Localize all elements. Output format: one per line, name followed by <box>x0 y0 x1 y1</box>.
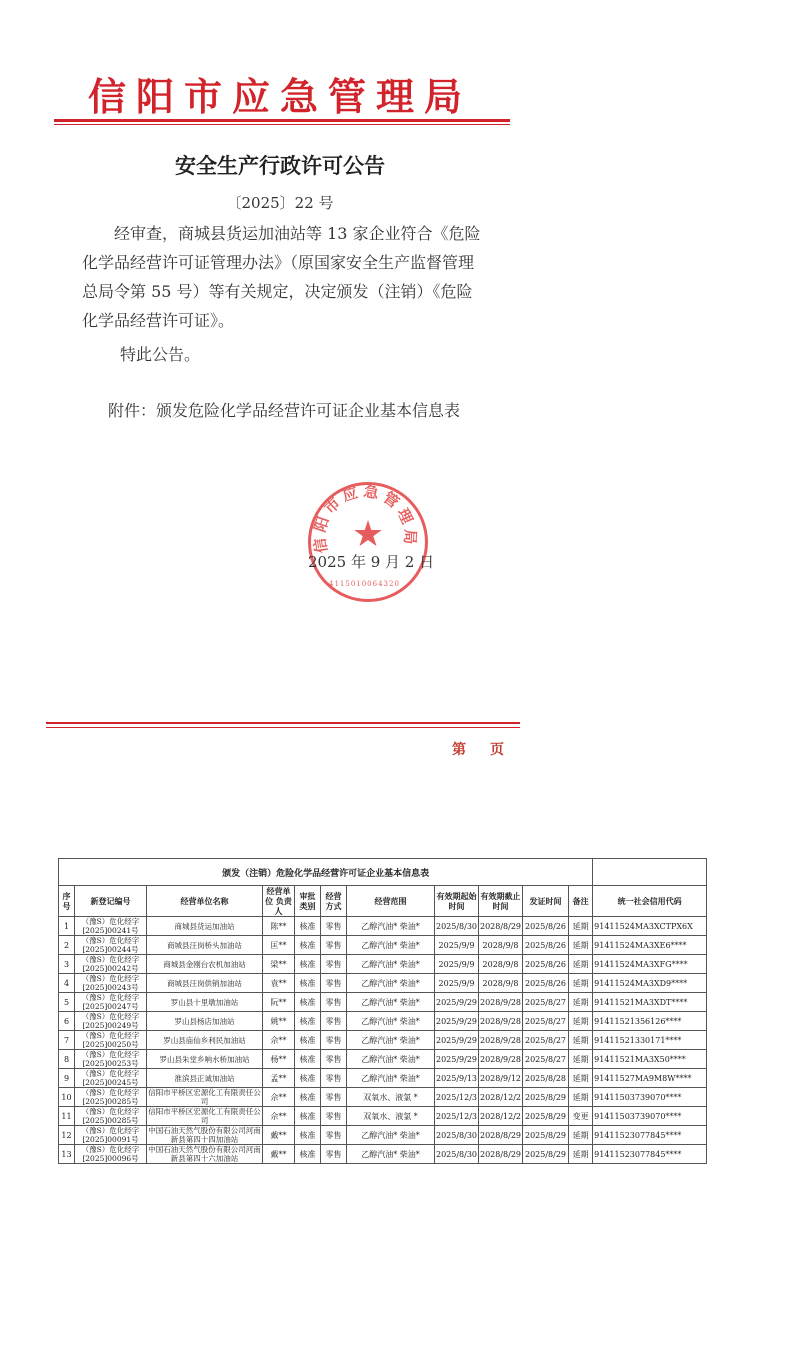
table-header-cell: 经营方式 <box>321 886 347 917</box>
table-cell: 91411521MA3XDT**** <box>593 993 707 1012</box>
table-cell: 91411524MA3XD9**** <box>593 974 707 993</box>
table-header-cell: 审批类别 <box>295 886 321 917</box>
table-row <box>59 1050 707 1069</box>
table-cell: （豫S）危化经字[2025]00285号 <box>75 1107 147 1126</box>
table-cell: 2025/8/29 <box>523 1126 569 1145</box>
table-cell: 信阳市平桥区宏源化工有限责任公司 <box>148 1107 261 1125</box>
issue-date: 2025 年 9 月 2 日 <box>308 553 435 571</box>
enterprise-info-table <box>58 858 707 1164</box>
table-cell: 2025/9/9 <box>435 955 479 974</box>
table-header-cell: 经营单位名称 <box>147 886 263 917</box>
table-header-row <box>59 886 707 917</box>
table-cell: 延期 <box>569 1012 593 1031</box>
table-cell: 双氧水、液氯 * <box>347 1107 435 1126</box>
table-header-cell: 新登记编号 <box>75 886 147 917</box>
table-cell: 914115213561​26**** <box>593 1012 707 1031</box>
table-cell: 91411521MA3X50**** <box>593 1050 707 1069</box>
table-cell: 零售 <box>321 955 347 974</box>
table-cell: 商城县汪岗供销加油站 <box>147 974 263 993</box>
seal-star-icon: ★ <box>351 514 385 555</box>
table-header-cell: 发证时间 <box>523 886 569 917</box>
table-row <box>59 1126 707 1145</box>
table-row <box>59 1145 707 1164</box>
table-cell: 2028/9/28 <box>479 993 523 1012</box>
table-cell: 1 <box>59 917 75 936</box>
table-row <box>59 955 707 974</box>
table-row <box>59 993 707 1012</box>
table-cell: 2025/9/9 <box>435 974 479 993</box>
table-row <box>59 1107 707 1126</box>
table-row <box>59 1012 707 1031</box>
table-cell: 2025/8/29 <box>523 1107 569 1126</box>
table-cell: 杨** <box>263 1050 295 1069</box>
footer-divider-thick <box>46 722 520 724</box>
table-cell: 2025/8/30 <box>435 1126 479 1145</box>
table-header-cell: 经营范围 <box>347 886 435 917</box>
table-cell: 2028/9/28 <box>479 1050 523 1069</box>
table-cell: 核准 <box>295 974 321 993</box>
table-cell: 9 <box>59 1069 75 1088</box>
table-cell: 延期 <box>569 936 593 955</box>
table-cell: 10 <box>59 1088 75 1107</box>
table-cell: 中国石油天然气股份有限公司河南新县第四十六加油站 <box>148 1145 261 1163</box>
body-paragraph-1: 经审查，商城县货运加油站等 13 家企业符合《危险化学品经营许可证管理办法》（原国家安全生产监督管理总局令第 55 号）等有关规定，决定颁发（注销）《危险化学品经营许可证》。 <box>82 224 481 330</box>
table-cell: 2025/12/3 <box>435 1107 479 1126</box>
table-cell: 罗山县庙仙乡利民加油站 <box>147 1031 263 1050</box>
table-cell: 11 <box>59 1107 75 1126</box>
table-cell: 延期 <box>569 993 593 1012</box>
table-cell: 核准 <box>295 1012 321 1031</box>
table-cell: 2028/9/8 <box>479 974 523 993</box>
table-cell: 戴** <box>263 1145 295 1164</box>
table-cell: 2025/8/30 <box>435 1145 479 1164</box>
table-cell: 4 <box>59 974 75 993</box>
table-cell: 乙醇汽油* 柴油* <box>347 1012 435 1031</box>
official-seal <box>308 482 428 602</box>
table-cell: 2025/9/29 <box>435 993 479 1012</box>
body-paragraph-2: 特此公告。 <box>120 345 201 364</box>
table-cell: 双氧水、液氯 * <box>347 1088 435 1107</box>
attachment-note: 附件：颁发危险化学品经营许可证企业基本信息表 <box>108 401 461 420</box>
table-cell: 91411521330171**** <box>593 1031 707 1050</box>
table-cell: 商城县货运加油站 <box>147 917 263 936</box>
table-cell: 零售 <box>321 1126 347 1145</box>
table-cell: 阮** <box>263 993 295 1012</box>
table-cell: 91411523077845**** <box>593 1145 707 1164</box>
table-cell: 零售 <box>321 1107 347 1126</box>
table-cell: 延期 <box>569 1145 593 1164</box>
table-row <box>59 1031 707 1050</box>
table-cell: 2025/12/3 <box>435 1088 479 1107</box>
table-cell: 5 <box>59 993 75 1012</box>
page-label-first: 第 <box>452 742 466 758</box>
table-cell: （豫S）危化经字[2025]00241号 <box>75 917 147 936</box>
table-cell: 匡** <box>263 936 295 955</box>
table-cell: 核准 <box>295 936 321 955</box>
table-cell: 乙醇汽油* 柴油* <box>347 1069 435 1088</box>
table-cell: 2025/8/28 <box>523 1069 569 1088</box>
table-cell: 零售 <box>321 993 347 1012</box>
document-number: 〔2025〕22 号 <box>226 194 334 212</box>
table-cell: 乙醇汽油* 柴油* <box>347 974 435 993</box>
table-cell: 罗山县朱堂乡响水桥加油站 <box>147 1050 263 1069</box>
table-cell: 延期 <box>569 917 593 936</box>
table-cell: 淮滨县正诚加油站 <box>147 1069 263 1088</box>
table-cell: 零售 <box>321 1050 347 1069</box>
table-cell: 2 <box>59 936 75 955</box>
table-header-cell: 备注 <box>569 886 593 917</box>
table-cell: 91411503739070**** <box>593 1088 707 1107</box>
table-header-cell: 统一社会信用代码 <box>593 886 707 917</box>
table-body <box>59 917 707 1164</box>
table-cell: 商城县金刚台农机加油站 <box>147 955 263 974</box>
table-cell: 2028/9/12 <box>479 1069 523 1088</box>
table-cell: 2025/8/29 <box>523 1145 569 1164</box>
table-cell: 延期 <box>569 1126 593 1145</box>
table-cell: 核准 <box>295 1107 321 1126</box>
table-cell: （豫S）危化经字[2025]00247号 <box>75 993 147 1012</box>
svg-text:信阳市应急管理局: 信阳市应急管理局 <box>310 482 420 555</box>
table-cell: 2025/8/27 <box>523 1012 569 1031</box>
table-header-cell: 有效期截止时间 <box>479 886 523 917</box>
table-cell: （豫S）危化经字[2025]00091号 <box>75 1126 147 1145</box>
table-cell: 13 <box>59 1145 75 1164</box>
table-cell: 核准 <box>295 993 321 1012</box>
table-cell: 2025/8/29 <box>523 1088 569 1107</box>
table-cell: 2028/9/28 <box>479 1012 523 1031</box>
table-cell: 91411527MA9M8W**** <box>593 1069 707 1088</box>
table-cell: 佘** <box>263 1107 295 1126</box>
table-cell: 零售 <box>321 1145 347 1164</box>
table-cell: 6 <box>59 1012 75 1031</box>
table-cell: 信阳市平桥区宏源化工有限责任公司 <box>148 1088 261 1106</box>
table-cell: 核准 <box>295 1050 321 1069</box>
table-cell: 核准 <box>295 1069 321 1088</box>
document-title: 安全生产行政许可公告 <box>175 153 385 178</box>
table-cell: 2028/12/2 <box>479 1088 523 1107</box>
table-cell: 乙醇汽油* 柴油* <box>347 1126 435 1145</box>
table-cell: 12 <box>59 1126 75 1145</box>
table-cell: 零售 <box>321 1088 347 1107</box>
table-cell: （豫S）危化经字[2025]00244号 <box>75 936 147 955</box>
table-cell: 2025/8/26 <box>523 917 569 936</box>
table-cell: 2028/8/29 <box>479 917 523 936</box>
table-cell: 零售 <box>321 974 347 993</box>
table-cell: 2025/9/13 <box>435 1069 479 1088</box>
table-cell: 7 <box>59 1031 75 1050</box>
table-cell: 延期 <box>569 1069 593 1088</box>
table-cell: 3 <box>59 955 75 974</box>
table-cell: 核准 <box>295 955 321 974</box>
table-header-cell: 序号 <box>59 886 75 917</box>
table-cell: 乙醇汽油* 柴油* <box>347 993 435 1012</box>
table-cell: 乙醇汽油* 柴油* <box>347 1031 435 1050</box>
table-cell: 8 <box>59 1050 75 1069</box>
table-cell: 2028/12/2 <box>479 1107 523 1126</box>
table-cell: 零售 <box>321 1031 347 1050</box>
table-cell: （豫S）危化经字[2025]00250号 <box>75 1031 147 1050</box>
table-cell: 2028/8/29 <box>479 1145 523 1164</box>
table-cell: 佘** <box>263 1031 295 1050</box>
table-cell: 变更 <box>569 1107 593 1126</box>
table-cell: 乙醇汽油* 柴油* <box>347 1050 435 1069</box>
table-cell: 零售 <box>321 917 347 936</box>
table-cell: 91411523077845**** <box>593 1126 707 1145</box>
table-cell: 2025/8/30 <box>435 917 479 936</box>
table-cell: 2025/9/29 <box>435 1050 479 1069</box>
table-header-cell: 经营单位 负责人 <box>263 886 295 917</box>
table-row <box>59 917 707 936</box>
table-cell: （豫S）危化经字[2025]00242号 <box>75 955 147 974</box>
table-cell: 2025/9/9 <box>435 936 479 955</box>
table-cell: 戴** <box>263 1126 295 1145</box>
table-cell: 2025/8/26 <box>523 936 569 955</box>
table-cell: 2025/8/27 <box>523 993 569 1012</box>
table-cell: （豫S）危化经字[2025]00245号 <box>75 1069 147 1088</box>
table-cell: （豫S）危化经字[2025]00249号 <box>75 1012 147 1031</box>
table-cell: （豫S）危化经字[2025]00253号 <box>75 1050 147 1069</box>
table-cell: 乙醇汽油* 柴油* <box>347 917 435 936</box>
table-cell: 2028/8/29 <box>479 1126 523 1145</box>
table-cell: （豫S）危化经字[2025]00096号 <box>75 1145 147 1164</box>
table-cell: 2025/9/29 <box>435 1031 479 1050</box>
header-divider-thin <box>54 124 510 125</box>
table-cell: 延期 <box>569 955 593 974</box>
table-row <box>59 1088 707 1107</box>
table-cell: 延期 <box>569 974 593 993</box>
table-cell: 罗山县十里墩加油站 <box>147 993 263 1012</box>
table-cell: （豫S）危化经字[2025]00243号 <box>75 974 147 993</box>
table-cell: 2028/9/8 <box>479 936 523 955</box>
table-row <box>59 1069 707 1088</box>
table-cell: 袁** <box>263 974 295 993</box>
table-cell: 核准 <box>295 1145 321 1164</box>
table-cell: 核准 <box>295 1031 321 1050</box>
table-cell: 91411524MA3XE6**** <box>593 936 707 955</box>
table-cell: 乙醇汽油* 柴油* <box>347 955 435 974</box>
table-cell: 91411503739070**** <box>593 1107 707 1126</box>
table-cell: 2025/8/26 <box>523 974 569 993</box>
footer-divider-thin <box>46 727 520 728</box>
table-cell: 2025/8/27 <box>523 1050 569 1069</box>
table-cell: 延期 <box>569 1088 593 1107</box>
table-cell: 梁** <box>263 955 295 974</box>
table-cell: 延期 <box>569 1031 593 1050</box>
agency-name: 信阳市应急管理局 <box>87 74 472 119</box>
table-cell: 零售 <box>321 1012 347 1031</box>
table-cell: 乙醇汽油* 柴油* <box>347 936 435 955</box>
table-cell: 姚** <box>263 1012 295 1031</box>
table-cell: 罗山县杨店加油站 <box>147 1012 263 1031</box>
table-header-cell: 有效期起始时间 <box>435 886 479 917</box>
table-cell: 商城县汪岗桥头加油站 <box>147 936 263 955</box>
table-cell: 佘** <box>263 1088 295 1107</box>
table-cell: 零售 <box>321 936 347 955</box>
table-cell: 2025/8/26 <box>523 955 569 974</box>
table-caption: 颁发（注销）危险化学品经营许可证企业基本信息表 <box>59 859 593 886</box>
page-label-second: 页 <box>490 742 504 758</box>
table-cell: 核准 <box>295 917 321 936</box>
seal-number: 4115010064320 <box>329 580 400 588</box>
table-cell: 91411524MA3XCTPX6X <box>593 917 707 936</box>
table-cell: 核准 <box>295 1126 321 1145</box>
table-cell: （豫S）危化经字[2025]00285号 <box>75 1088 147 1107</box>
table-row <box>59 974 707 993</box>
table-cell: 孟** <box>263 1069 295 1088</box>
table-cell: 核准 <box>295 1088 321 1107</box>
header-divider-thick <box>54 119 510 122</box>
table-cell: 2028/9/28 <box>479 1031 523 1050</box>
table-cell: 陈** <box>263 917 295 936</box>
table-cell: 零售 <box>321 1069 347 1088</box>
table-cell: 2028/9/8 <box>479 955 523 974</box>
table-row <box>59 936 707 955</box>
table-cell: 乙醇汽油* 柴油* <box>347 1145 435 1164</box>
table-cell: 91411524MA3XFG**** <box>593 955 707 974</box>
table-cell: 延期 <box>569 1050 593 1069</box>
table-cell: 2025/8/27 <box>523 1031 569 1050</box>
table-cell: 中国石油天然气股份有限公司河南新县第四十四加油站 <box>148 1126 261 1144</box>
table-cell: 2025/9/29 <box>435 1012 479 1031</box>
